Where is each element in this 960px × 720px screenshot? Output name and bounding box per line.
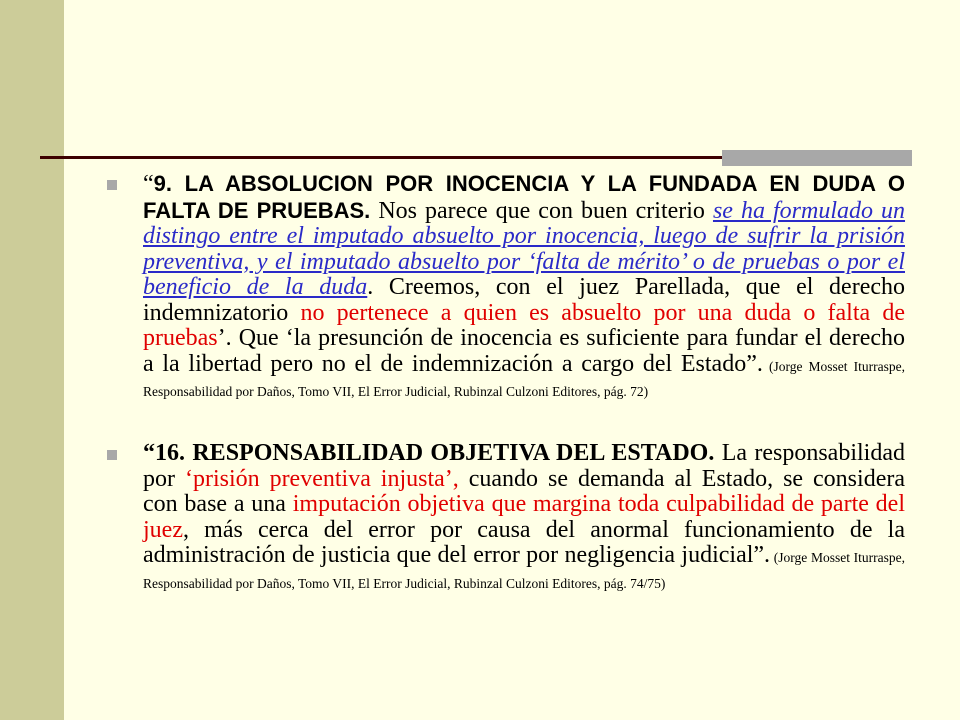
open-quote: “ (143, 171, 154, 197)
paragraph-2 (143, 441, 905, 594)
rule-accent (722, 150, 912, 166)
highlight-blue: se ha formulado un distingo entre el imputado absuelto por inocencia, luego de sufrir la prisión preventiva, y el imputado absuelto por ‘falta de mérito’ o de pruebas o por el beneficio de la duda (143, 197, 906, 300)
text-2c: , más cerca del error por causa del anormal funcionamiento de la administración de justicia que del error por negligencia judicial”. (143, 516, 905, 568)
text-1c: ’. Que ‘la presunción de inocencia es suficiente para fundar el derecho a la libertad pero no el de indemnización a cargo del Estado”. (143, 325, 905, 377)
paragraph-1 (143, 171, 905, 403)
highlight-red-2: ‘prisión preventiva injusta’, (184, 465, 459, 492)
bullet-1 (107, 180, 117, 190)
heading-2: “16. RESPONSABILIDAD OBJETIVA DEL ESTADO. (143, 440, 715, 466)
side-band (0, 0, 64, 720)
text-1b: . Creemos, con el juez Parellada, que el derecho indemnizatorio (143, 274, 906, 326)
citation-2: (Jorge Mosset Iturraspe, Responsabilidad por Daños, Tomo VII, El Error Judicial, Rubinzal Culzoni Editores, pág. 74/75) (143, 550, 905, 591)
text-2a: La responsabilidad por (143, 440, 905, 492)
text-2b: cuando se demanda al Estado, se considera con base a una (143, 465, 905, 517)
highlight-red-1: no pertenece a quien es absuelto por una duda o falta de pruebas (143, 299, 905, 351)
citation-1: (Jorge Mosset Iturraspe, Responsabilidad por Daños, Tomo VII, El Error Judicial, Rubinzal Culzoni Editores, pág. 72) (143, 358, 905, 399)
text-1a: Nos parece que con buen criterio (370, 197, 713, 224)
heading-1: 9. LA ABSOLUCION POR INOCENCIA Y LA FUNDADA EN DUDA O FALTA DE PRUEBAS. (143, 171, 905, 223)
highlight-red-3: imputación objetiva que margina toda culpabilidad de parte del juez (143, 491, 905, 543)
bullet-2 (107, 450, 117, 460)
